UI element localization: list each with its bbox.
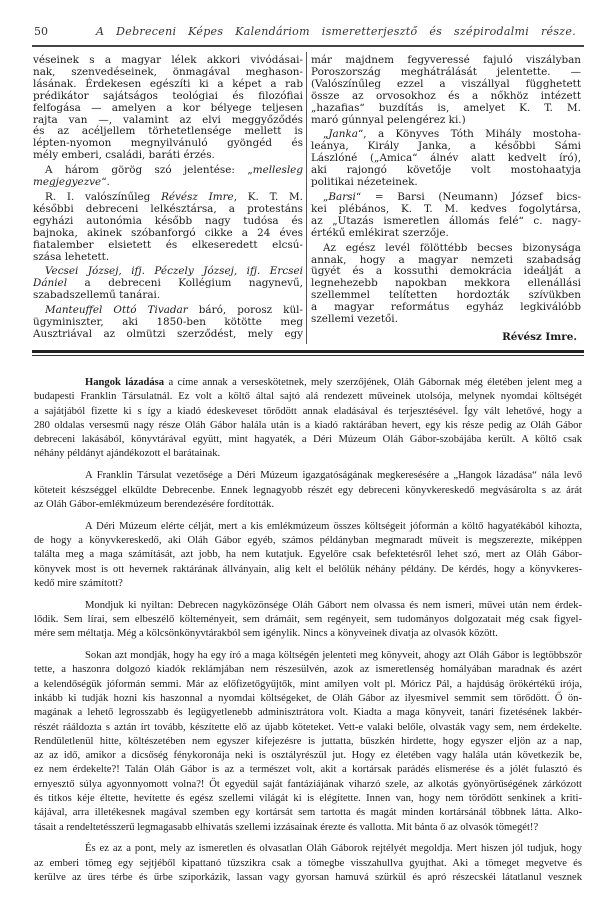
text-line: leánya, Király Janka, a későbbi Sámi: [311, 140, 581, 153]
section-rule-thin: [32, 355, 584, 356]
italic-text: Janka: [328, 128, 358, 141]
text-line: kei plébános, K. T. M. kedves fogolytársa,: [311, 202, 581, 215]
text-line: Rendületlenül hitte, költészetében nem egyszer kifejezésre is juttatta, büszkén hirdette, hogy egyszer eljön az a nap,: [34, 735, 582, 747]
text-segment: , K. T. M.: [233, 190, 303, 203]
paragraph: [311, 243, 581, 326]
header-rule: [32, 45, 584, 47]
paragraph: [34, 376, 582, 462]
text-segment: “.: [101, 176, 110, 189]
text-line: Ausztriával az olmützi szerződést, mely egy: [33, 327, 303, 340]
paragraph: [33, 305, 303, 341]
text-line: találta meg a maga számítását, azt jobb, ha nem kutatjuk. Egyelőre csak befektetésről lehet szó, mert az Oláh Gábor-: [34, 549, 582, 561]
paragraph: [33, 165, 303, 189]
text-line: szellemmel telítetten hordozták szívükben: [311, 289, 581, 302]
text-segment: báró, porosz kül-: [187, 304, 303, 317]
text-line: szabadszellemű tanárai.: [33, 289, 161, 302]
text-line: de hogy a könyvkereskedő, aki Oláh Gábor egyéb, számos példányban megmaradt műveit is megszerezte, miképpen: [34, 534, 582, 546]
text-line: tette, a haszonra dolgozó kiadók reklámjában nem részesülvén, azok az ismeretlenség homályában maradnak és azért: [34, 664, 582, 676]
text-segment: „: [323, 190, 329, 203]
text-line: értékű emlékirat szerzője.: [311, 226, 449, 239]
text-line: az emberi tömeg egy sejtjéből kipattanó tűzszikra csak a tömegbe visszahullva gyujthat. Aki a tömeget megvetve és: [34, 857, 582, 869]
text-line: (Valószínűleg ezzel a viszállyal függhetett: [311, 77, 581, 90]
text-line: ernyesztő súlya agyonnyomott volna?! Őt egyedül saját fantáziájának viharzó szele, az alkotás gyönyörűségének zárkózott: [34, 778, 582, 790]
text-line: köteteit készséggel elküldte Debrecenbe. Ennek legnagyobb részét egy debreceni könyvkereskedő megvásárolta s az árát: [34, 484, 582, 496]
text-line: 280 oldalas versesmű nagy része Oláh Gábor halála után is a kiadó raktárában hevert, egy kis része pedig az Oláh Gábor: [34, 419, 582, 431]
text-line: politikai nézeteinek.: [311, 176, 418, 189]
text-line: és titkos kéje éltette, hevítette és egész szellemi világát ki is elégítette. Innen van, hogy nem törődött senkinek a kriti-: [34, 793, 582, 805]
text-line: A Franklin Társulat vezetősége a Déri Múzeum igazgatóságának megkeresésére a „Hangok lázadása“ nála levő: [85, 470, 582, 482]
left-column: [33, 55, 303, 344]
paragraph: [311, 192, 581, 240]
text-line: [33, 177, 303, 189]
text-line: kerülve az üres térbe és űrbe sziporkázik, lassan vagy gyorsan hamuvá szürkül és apró részecskéi látatlanul vesznek: [34, 872, 582, 883]
text-line: szása lehetett.: [33, 250, 110, 263]
text-line: az „Utazás ismeretlen állomás felé“ c. nagy-: [311, 214, 581, 227]
paragraph: [33, 266, 303, 302]
paragraph: [311, 55, 581, 126]
paragraph: [33, 192, 303, 263]
italic-text: Vecsei Józsej, ifj. Péczely Józsej, ifj. Ercsei: [45, 265, 303, 278]
paragraph: [34, 520, 582, 591]
text-line: össze az orvosokhoz és a nőkhöz intézett: [311, 89, 581, 102]
italic-text: megjegyezve: [33, 176, 102, 189]
text-line: lépten-nyomon megnyilvánuló gyöngéd és: [33, 137, 303, 150]
paragraph: [34, 649, 582, 835]
paragraph: [33, 55, 303, 162]
text-segment: a debreceni Kollégium nagynevű,: [67, 277, 303, 290]
text-line: a kelendőségük jóformán semmi. Már az előfizetőgyűjtők, mint amilyen volt pl. Móricz Pál, a hajdúság örökértékű írója,: [34, 678, 582, 690]
text-line: lődik. Sem lírai, sem elbeszélő költeményeit, sem drámáit, sem regényeit, sem tudományos dolgozatait még csak figyel-: [34, 613, 582, 625]
text-line: A Déri Múzeum elérte célját, mert a kis emlékmúzeum összes költségeit jóformán a költő hagyatékából kihozta,: [85, 520, 582, 532]
text-line: mére sem méltatja. Még a kölcsönkönyvtárakból sem igénylik. Nincs a könyveinek divatja az olvasók között.: [34, 628, 498, 640]
text-line: tásait a rendeltetésszerű legmagasabb elhivatás szellemi izzásainak érezte és vallotta. Mit bánta ő az olvasók tömegét!?: [34, 821, 539, 833]
text-line: prédikátor sajátságos teológiai és filozófiai: [33, 89, 303, 102]
article-body: [34, 376, 582, 893]
text-segment: “ = Barsi (Neumann) József bics-: [355, 190, 581, 203]
running-title: A Debreceni Képes Kalendáriom ismeretterjesztő és szépirodalmi része.: [96, 25, 576, 38]
text-line: Poroszország meghátrálását jelentette. —: [311, 65, 581, 78]
text-line: [34, 376, 582, 390]
text-segment: a címe annak a verseskötetnek, mely szerzőjének, Oláh Gábornak még életében jelent meg a: [164, 377, 582, 388]
text-line: felfogása — amelyen a kor bélyege teljesen: [33, 101, 303, 114]
paragraph: [34, 842, 582, 885]
text-line: legnehezebb napokban mekkora ellenállási: [311, 277, 581, 290]
italic-text: Barsi: [328, 190, 356, 203]
text-line: későbbi debreceni lelkésztársa, a protestáns: [33, 202, 303, 215]
text-line: És ez az a pont, mely az ismeretlen és olvasatlan Oláh Gáborok rejtélyét megoldja. Mert hiszen jól tudjuk, hogy: [85, 843, 582, 855]
text-segment: A három görög szó jelentése: „: [45, 164, 253, 177]
text-line: budapesti Franklin Társulatnál. Ez volt a költő által sajtó alá rendezett műveinek utolsója, melynek nyomdai költségét: [34, 391, 582, 403]
text-line: néhány példányt ajándékozott el barátainak.: [34, 448, 221, 460]
text-line: a magyar református egyház legkiválóbb: [311, 301, 581, 314]
text-line: annak, hogy a magyar nemzeti szabadság: [311, 253, 581, 266]
text-line: Az egész levél fölöttébb becses bizonysága: [323, 241, 581, 254]
text-segment: “, a Könyves Tóth Mihály mostoha-: [357, 128, 581, 141]
paragraph: [311, 129, 581, 189]
text-line: lásának. Érdekesen egészíti ki a képet a rab: [33, 77, 303, 90]
text-line: inkább ki tudják hozni kis haszonnal a nyomdai költségeket, de Oláh Gábor az ilyesmivel semmit sem törődött. Ő ön-: [34, 692, 582, 704]
text-segment: „: [323, 128, 329, 141]
right-column: [311, 55, 581, 344]
text-line: könyvek most is ott hevernek raktárának állványain, alig kelt el belőlük néhány példány. De kérdés, hogy a könyvkeres-: [34, 563, 582, 575]
text-line: véseinek s a magyar lélek akkori vivódásai-: [33, 54, 303, 66]
text-line: magának a lehető legrosszabb és legügyetlenebb adminisztrátora volt. Kiadta a maga könyveit, tanári fizetésének lakbér-: [34, 707, 582, 719]
text-line: és az acéljellem törhetetlensége mellett is: [33, 125, 303, 138]
italic-text: Dániel: [33, 277, 68, 290]
text-line: debreceni lakásából, könyvtárával együtt, mint hagyaték, a Déri Múzeum Oláh Gábor-szobájába került. A költő csak: [34, 434, 582, 446]
text-line: a sajátjából fizette ki s így a kiadó édeskeveset törődött annak eladásával és terjesztésével. Így vált lehetővé, hogy a: [34, 405, 582, 417]
text-line: bajnoka, akinek szóbanforgó cikke a 24 éves: [33, 226, 303, 239]
italic-text: Manteuffel Ottó Tivadar: [45, 304, 188, 317]
page-number: 50: [34, 25, 48, 38]
text-line: ügyét és a kossuthi demokrácia ideálját a: [311, 265, 581, 278]
italic-text: Révész Imre: [161, 190, 234, 203]
paragraph: [34, 599, 582, 642]
text-line: kedő mire számított?: [34, 577, 123, 589]
bold-text: Hangok lázadása: [85, 377, 165, 388]
text-line: mély emberi, családi, baráti érzés.: [33, 149, 215, 162]
italic-text: mellesleg: [252, 164, 303, 177]
text-line: aki rajongó követője volt mostohaatyja: [311, 164, 581, 177]
signature: Révész Imre.: [502, 330, 577, 343]
text-segment: R. I. valószínűleg: [45, 190, 162, 203]
text-line: az az idő, amikor a dicsőség fénykoronája neki is osztályrészül jut. Hogy ez életében vagy halála után következik be,: [34, 750, 582, 762]
text-line: ez nem érdekelte?! Talán Oláh Gábor is az a természet volt, akit a kortársak parádés elismerése és a jólét fulasztó és: [34, 764, 582, 776]
text-line: egyházi autonómia később nagy tudósa és: [33, 214, 303, 227]
page-header: [34, 25, 582, 41]
text-line: ügyminiszter, aki 1850-ben kötötte meg: [33, 316, 303, 329]
text-line: szellemi vezetői.: [311, 313, 398, 326]
text-line: fiatalember elsietett és elkeseredett elcsú-: [33, 238, 303, 251]
text-line: már majdnem fegyveressé fajuló viszályban: [311, 54, 581, 66]
text-line: Mondjuk ki nyiltan: Debrecen nagyközönsége Oláh Gábort nem olvassa és nem ismeri, művei után nem érdek-: [85, 599, 582, 611]
column-divider: [306, 52, 307, 344]
text-line: részét rááldozta s aztán írt tovább, készítette elő az újabb köteteket. Vett-e valaki belőle, olvasták vagy sem, nem érdekelte.: [34, 721, 582, 733]
text-line: rajta van —, valamint az elvi meggyőződés: [33, 113, 303, 126]
text-line: Sokan azt mondják, hogy ha egy író a maga költségén jelenteti meg könyveit, ahogy azt Oláh Gábor is legtöbbször: [85, 650, 582, 662]
text-line: kájával, arra illetékesnek magával szemben egy kortársát sem tartotta és magát minden kortársánál többnek látta. Alko-: [34, 807, 582, 819]
text-line: az Oláh Gábor-emlékmúzeum berendezésére fordították.: [34, 498, 275, 510]
text-line: nak, szenvedéseinek, önmagával meghason-: [33, 65, 303, 78]
text-line: „hazafias“ buzdítás is, amelyet K. T. M.: [311, 101, 581, 114]
text-line: maró gúnnyal pelengérez ki.): [311, 113, 466, 126]
text-line: Lászlóné („Amica“ álnév alatt kedvelt író),: [311, 152, 581, 165]
section-rule-thick: [32, 350, 584, 353]
paragraph: [34, 469, 582, 512]
